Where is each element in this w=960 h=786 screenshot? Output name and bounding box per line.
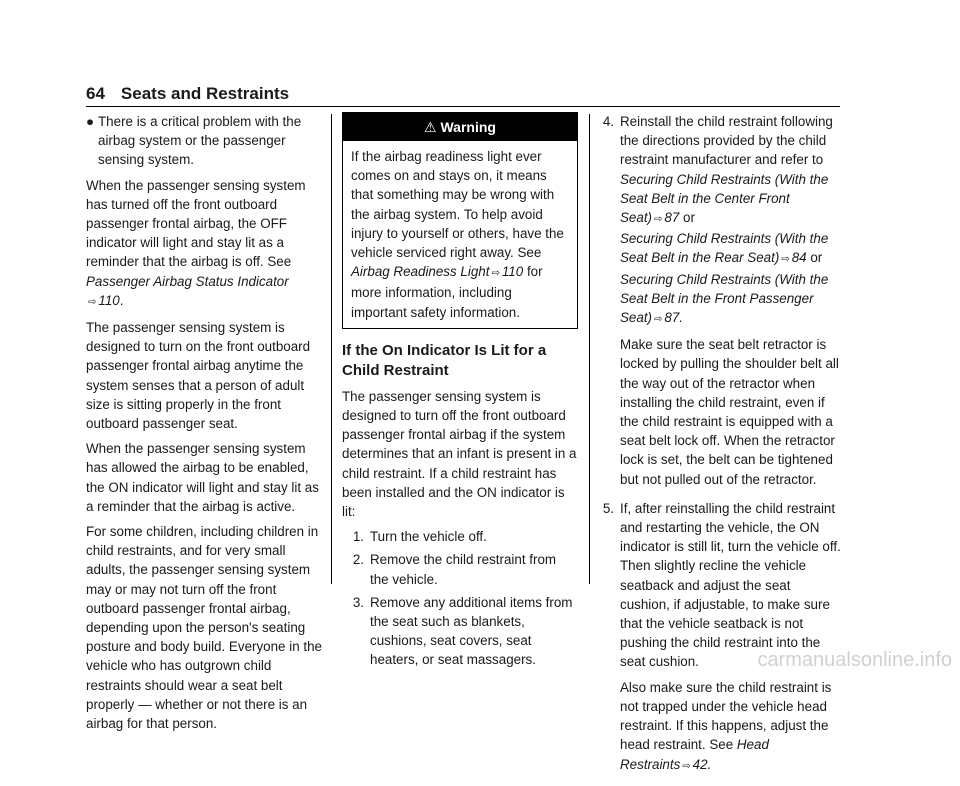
bullet-text: There is a critical problem with the airbag system or the passenger sensing system. [98, 114, 302, 168]
column-1 [86, 112, 322, 739]
step-text: Remove any additional items from the seat such as blankets, cushions, seat covers, seat heaters, or seat massagers. [370, 594, 573, 668]
page-reference-icon: ⇨ [781, 254, 790, 266]
step-number: 3. [352, 594, 364, 610]
cross-reference-link[interactable]: Securing Child Restraints (With the Seat Belt in the Center Front Seat) [620, 171, 829, 226]
column-2 [342, 112, 578, 674]
chapter-title: Seats and Restraints [120, 84, 290, 103]
warning-header [343, 113, 577, 141]
step-number: 1. [352, 529, 364, 545]
page-reference[interactable]: 87. [664, 310, 684, 326]
paragraph: The passenger sensing system is designed to turn off the front outboard passenger frontal airbag if the system determines that an infant is present in a child restraint. If a child restraint has been installed and the ON indicator is lit: [342, 388, 577, 520]
paragraph: When the passenger sensing system has turned off the front outboard passenger frontal airbag, the OFF indicator will light and stay lit as a reminder that the airbag is off. See Passenger Airbag Status Indicator ⇨ 110. [86, 177, 306, 308]
warning-title: Warning [440, 119, 496, 135]
page-header [86, 84, 289, 106]
section-heading: If the On Indicator Is Lit for a Child Restraint [342, 341, 547, 379]
page-reference-icon: ⇨ [491, 268, 500, 280]
page-number: 64 [86, 84, 105, 103]
list-item [342, 593, 578, 670]
paragraph: For some children, including children in child restraints, and for very small adults, the passenger sensing system may or may not turn off the front outboard passenger frontal airbag, depending upon the person's seating posture and body build. Everyone in the vehicle who has outgrown child restraints should wear a seat belt properly — whether or not there is an airbag for that person. [86, 524, 322, 732]
cross-reference-link[interactable]: Passenger Airbag Status Indicator [86, 273, 289, 289]
step-paragraph: Also make sure the child restraint is not trapped under the vehicle head restraint. If this happens, adjust the head restraint. See Head Restraints ⇨ 42. [620, 679, 832, 772]
bullet-item [86, 112, 322, 170]
step-text: Remove the child restraint from the vehicle. [370, 552, 557, 587]
list-item [598, 499, 842, 782]
column-divider [331, 114, 332, 584]
column-divider [589, 114, 590, 584]
page-reference[interactable]: 87 [664, 210, 680, 226]
page-reference-icon: ⇨ [682, 760, 691, 772]
page-reference-icon: ⇨ [654, 214, 663, 226]
page-reference[interactable]: 42. [692, 756, 712, 772]
step-text: Reinstall the child restraint following the directions provided by the child restraint manufacturer and refer to Securing Child Restraints (With the Seat Belt in the Center Front Seat) ⇨ 87 or Securing Child Restraints (With the Seat Belt in the Rear Seat) ⇨ 84 or Securing Child Restraints (With the Seat Belt in the Front Passenger Seat) ⇨ 87. [620, 114, 833, 326]
cross-reference-link[interactable]: Securing Child Restraints (With the Seat Belt in the Front Passenger Seat) [620, 271, 829, 326]
list-item [342, 527, 578, 546]
step-number: 4. [602, 114, 614, 129]
step-number: 2. [352, 552, 364, 568]
list-item [598, 112, 842, 495]
warning-body: If the airbag readiness light ever comes on and stays on, it means that something may be wrong with the airbag system. To help avoid injury to yourself or others, have the vehicle serviced right away. See Airbag Readiness Light ⇨ 110 for more information, including important safety information. [351, 149, 564, 320]
bullet-icon: ● [86, 114, 95, 129]
column-3 [598, 112, 842, 786]
page-reference-icon: ⇨ [654, 314, 663, 326]
cross-reference-link[interactable]: Airbag Readiness Light [351, 264, 490, 280]
step-text: Turn the vehicle off. [370, 529, 487, 545]
warning-box [342, 112, 578, 329]
page-reference-icon: ⇨ [88, 296, 97, 308]
header-rule [86, 106, 840, 107]
page-reference[interactable]: 84 [791, 250, 807, 266]
list-item [342, 550, 578, 588]
cross-reference-link[interactable]: Head Restraints [620, 737, 769, 772]
page-reference[interactable]: 110 [501, 264, 524, 280]
step-paragraph: Make sure the seat belt retractor is locked by pulling the shoulder belt all the way out of the retractor when installing the child restraint, even if the child restraint is equipped with a seat belt lock off. When the retractor lock is set, the belt can be tightened but not pulled out of the retractor. [620, 337, 839, 487]
step-number: 5. [602, 500, 614, 516]
paragraph: When the passenger sensing system has allowed the airbag to be enabled, the ON indicator will light and stay lit as a reminder that the airbag is active. [86, 441, 319, 514]
page-reference[interactable]: 110 [98, 292, 120, 308]
watermark: carmanualsonline.info [757, 649, 952, 671]
warning-icon: ⚠ [424, 119, 437, 135]
step-text: If, after reinstalling the child restraint and restarting the vehicle, the ON indicator is still lit, turn the vehicle off. Then slightly recline the vehicle seatback and adjust the seat cushion, if adjustable, to make sure that the vehicle seatback is not pushing the child restraint into the seat cushion. [620, 500, 841, 670]
cross-reference-link[interactable]: Securing Child Restraints (With the Seat Belt in the Rear Seat) [620, 231, 829, 266]
paragraph: The passenger sensing system is designed to turn on the front outboard passenger frontal airbag anytime the system senses that a person of adult size is sitting properly in the front outboard passenger seat. [86, 320, 311, 432]
